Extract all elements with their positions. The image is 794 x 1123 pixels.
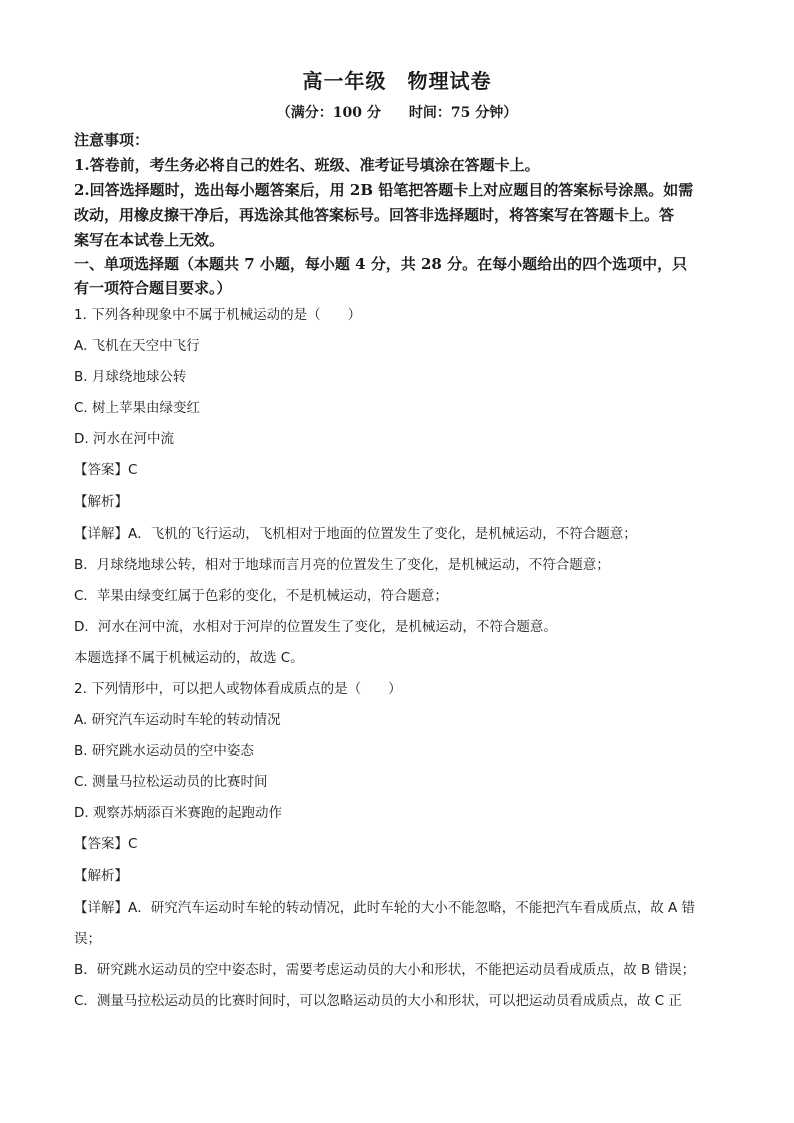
q1-detail-line-5: 本题选择不属于机械运动的，故选 C。 xyxy=(74,650,304,666)
q1-option-d: D. 河水在河中流 xyxy=(74,431,174,447)
q1-detail-line-3: C．苹果由绿变红属于色彩的变化，不是机械运动，符合题意； xyxy=(74,588,448,604)
notice-item-1: 1.答卷前，考生务必将自己的姓名、班级、准考证号填涂在答题卡上。 xyxy=(74,156,540,174)
q1-answer-label: 【答案】 xyxy=(74,462,128,478)
q1-answer-line xyxy=(74,464,137,478)
q1-answer-value: C xyxy=(128,462,138,478)
q2-option-b: B. 研究跳水运动员的空中姿态 xyxy=(74,743,254,759)
q2-stem: 2. 下列情形中，可以把人或物体看成质点的是（ ） xyxy=(74,681,402,697)
q2-detail-line-1: 【详解】A．研究汽车运动时车轮的转动情况，此时车轮的大小不能忽略，不能把汽车看成质点，故 A 错 xyxy=(74,900,696,916)
notice-heading: 注意事项： xyxy=(74,131,150,149)
q2-answer-label: 【答案】 xyxy=(74,836,128,852)
q2-detail-line-3: B．研究跳水运动员的空中姿态时，需要考虑运动员的大小和形状，不能把运动员看成质点，故 B 错误； xyxy=(74,962,696,978)
q1-analysis-label: 【解析】 xyxy=(74,494,128,510)
q1-stem: 1. 下列各种现象中不属于机械运动的是（ ） xyxy=(74,307,362,323)
q1-detail-line-1: 【详解】A．飞机的飞行运动，飞机相对于地面的位置发生了变化，是机械运动，不符合题意； xyxy=(74,526,637,542)
q1-detail-line-2: B．月球绕地球公转，相对于地球而言月亮的位置发生了变化，是机械运动，不符合题意； xyxy=(74,557,610,573)
section-heading-line-2: 有一项符合题目要求。） xyxy=(74,279,232,297)
exam-subtitle: （满分：100 分 时间：75 分钟） xyxy=(276,105,518,121)
q1-detail-line-4: D．河水在河中流，水相对于河岸的位置发生了变化，是机械运动，不符合题意。 xyxy=(74,619,557,635)
section-heading-line-1: 一、单项选择题（本题共 7 小题，每小题 4 分，共 28 分。在每小题给出的四个选项中，只 xyxy=(74,255,688,273)
notice-item-2-line-2: 改动，用橡皮擦干净后，再选涂其他答案标号。回答非选择题时，将答案写在答题卡上。答 xyxy=(74,206,675,224)
q1-option-a: A. 飞机在天空中飞行 xyxy=(74,338,200,354)
q1-option-b: B. 月球绕地球公转 xyxy=(74,369,187,385)
notice-item-2-line-3: 案写在本试卷上无效。 xyxy=(74,231,225,249)
q2-analysis-label: 【解析】 xyxy=(74,868,128,884)
notice-item-2-line-1: 2.回答选择题时，选出每小题答案后，用 2B 铅笔把答题卡上对应题目的答案标号涂黑。如需 xyxy=(74,181,694,199)
q2-detail-line-4: C．测量马拉松运动员的比赛时间时，可以忽略运动员的大小和形状，可以把运动员看成质点，故 C 正 xyxy=(74,993,682,1009)
q2-answer-line xyxy=(74,838,137,852)
q2-detail-line-2: 误； xyxy=(74,931,101,947)
q1-option-c: C. 树上苹果由绿变红 xyxy=(74,400,201,416)
q2-option-c: C. 测量马拉松运动员的比赛时间 xyxy=(74,774,268,790)
q2-answer-value: C xyxy=(128,836,138,852)
exam-title: 高一年级 物理试卷 xyxy=(302,69,492,93)
q2-option-d: D. 观察苏炳添百米赛跑的起跑动作 xyxy=(74,805,282,821)
q2-option-a: A. 研究汽车运动时车轮的转动情况 xyxy=(74,712,281,728)
